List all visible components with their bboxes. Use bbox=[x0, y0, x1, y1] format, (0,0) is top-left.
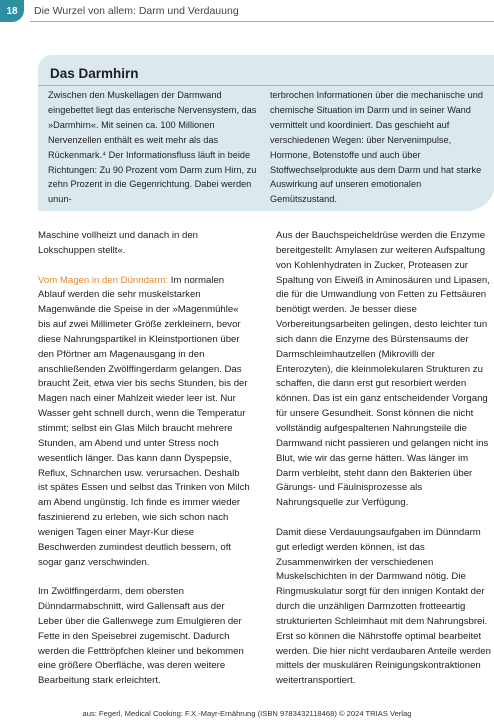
running-header: Die Wurzel von allem: Darm und Verdauung bbox=[34, 5, 239, 17]
info-box-title: Das Darmhirn bbox=[50, 66, 139, 81]
paragraph: Im Zwölffingerdarm, dem obersten Dünndarmabschnitt, wird Gallensaft aus der Leber über die Gallenwege zum Emulgieren der Fette in den Speisebrei zugemischt. Dadurch werden die Fetttröpfchen kleiner und bekommen eine größere Oberfläche, was deren weitere Bearbeitung stark erleichtert. bbox=[38, 586, 244, 687]
footer-credit: aus: Fegerl, Medical Cooking: F.X.-Mayr-Ernährung (ISBN 9783432118468) © 2024 TRIAS Verlag bbox=[82, 709, 412, 718]
header-divider bbox=[30, 21, 494, 22]
body-column-left bbox=[38, 229, 251, 689]
paragraph: Aus der Bauchspeicheldrüse werden die Enzyme bereitgestellt: Amylasen zur weiteren Aufspaltung von Kohlenhydraten in Zucker, Proteasen zur Spaltung von Eiweiß in Aminosäuren und Lipasen, die für die Umwandlung von Fetten zu Fettsäuren benötigt werden. Je besser diese Vorbereitungsarbeiten gelingen, desto leichter tun sich dann die Enzyme des Bürstensaums der Darmschleimhautzellen (Mikrovilli der Enterozyten), die kleinmolekularen Strukturen zu schaffen, die dann erst gut resorbiert werden können. Das ist ein ganz entscheidender Vorgang für unsere Gesundheit. Sonst können die nicht vollständig aufgespaltenen Nahrungsteile die Darmwand nicht passieren und gelangen nicht ins Blut, wie wir das gerne hätten. Was länger im Darm verbleibt, steht dann den Bakterien über Gärungs- und Fäulnisprozesse als Nahrungsquelle zur Verfügung. bbox=[276, 230, 490, 509]
body-column-right bbox=[276, 229, 491, 689]
paragraph: Maschine vollheizt und danach in den Lokschuppen stellt«. bbox=[38, 230, 199, 256]
info-box-divider bbox=[38, 85, 494, 86]
paragraph-text: Im normalen Ablauf werden die sehr muskelstarken Magenwände die Speise in der »Magenmühle« bis auf zwei Millimeter Größe zerkleinern, bevor diese Nahrungspartikel in Kleinstportionen über den Pförtner am Magenausgang in den anschließenden Zwölffingerdarm gelangen. Das braucht Zeit, etwa vier bis sechs Stunden, bis der Magen nach einer Mahlzeit wieder leer ist. Nur Wasser geht schnell durch, wenn die Temperatur stimmt; selbst ein Glas Milch braucht mehrere Stunden, am Abend und unter Stress noch wesentlich länger. Das kann dann Dyspepsie, Reflux, Schnarchen usw. verursachen. Deshalb ist spätes Essen und selbst das Trinken von Milch am Abend ungünstig. Ich finde es immer wieder faszinierend zu erleben, wie sich schon nach wenigen Tagen einer Mayr-Kur diese Beschwerden zumindest deutlich bessern, oft sogar ganz verschwinden. bbox=[38, 274, 250, 568]
paragraph bbox=[38, 274, 251, 571]
paragraph: Damit diese Verdauungsaufgaben im Dünndarm gut erledigt werden können, ist das Zusammenwirken der verschiedenen Muskelschichten in der Darmwand nötig. Die Ringmuskulatur sorgt für den innigen Kontakt der durch die unzähligen Darmzotten frotteeartig strukturierten Schleimhaut mit dem Nahrungsbrei. Erst so können die Nährstoffe optimal bearbeitet werden. Die hier nicht verdaubaren Anteile werden mittels der muskulären Reinigungskontraktionen weitertransportiert. bbox=[276, 526, 491, 687]
info-box bbox=[38, 55, 494, 211]
info-box-text-right: terbrochen Informationen über die mechanische und chemische Situation im Darm und in seiner Wand vermittelt und koordiniert. Das geschieht auf verschiedenen Wegen: über Nervenimpulse, Hormone, Botenstoffe und auch über Stoffwechselprodukte aus dem Darm und hat starke Auswirkung auf unseren emotionalen Gemütszustand. bbox=[270, 90, 483, 205]
info-box-text-left: Zwischen den Muskellagen der Darmwand eingebettet liegt das enterische Nervensystem, das »Darmhirn«. Mit seinen ca. 100 Millionen Nervenzellen enthält es weit mehr als das Rückenmark.⁴ Der Informationsfluss läuft in beide Richtungen: Zu 90 Prozent vom Darm zum Hirn, zu zehn Prozent in die Gegenrichtung. Dabei werden unun- bbox=[48, 90, 257, 205]
page-number: 18 bbox=[0, 0, 24, 22]
subheading: Vom Magen in den Dünndarm: bbox=[38, 274, 169, 286]
